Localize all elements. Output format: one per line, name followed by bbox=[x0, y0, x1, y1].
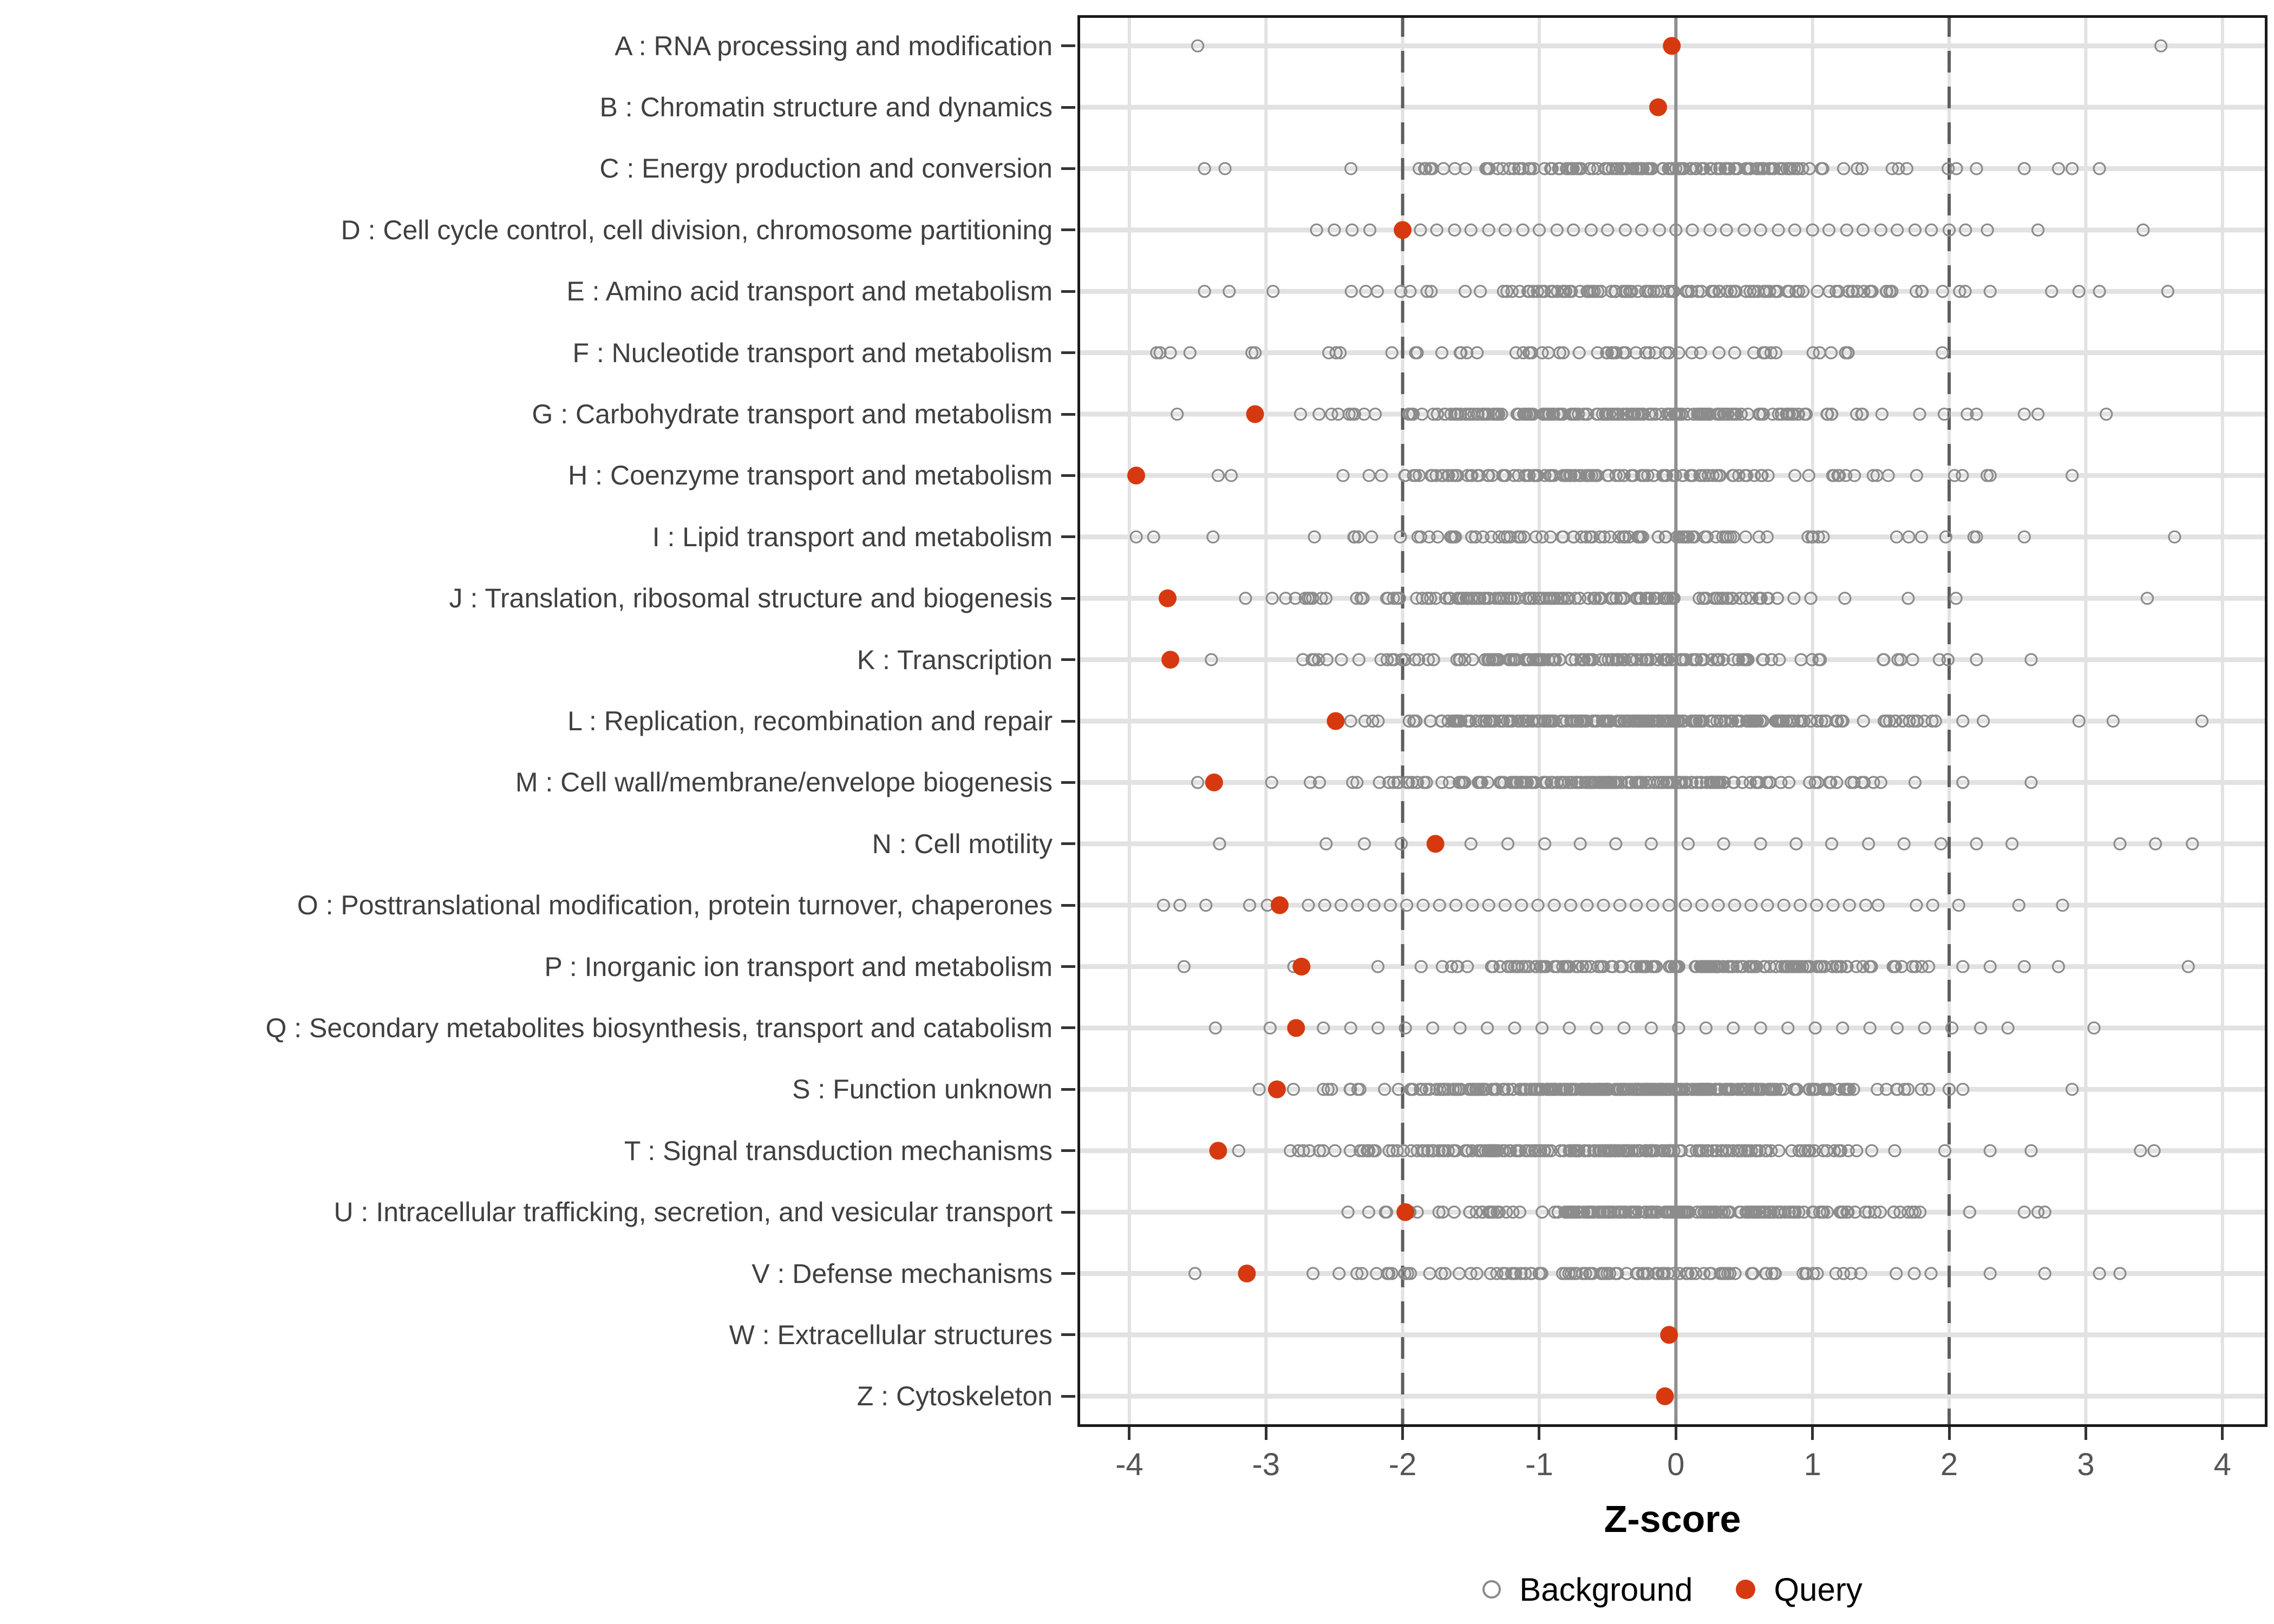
y-axis-label-J: J : Translation, ribosomal structure and biogenesis bbox=[449, 583, 1053, 614]
x-tick-label: 2 bbox=[1940, 1447, 1958, 1482]
query-point bbox=[1663, 37, 1681, 55]
y-tick bbox=[1061, 474, 1075, 477]
y-axis-label-A: A : RNA processing and modification bbox=[615, 30, 1053, 61]
y-tick bbox=[1061, 781, 1075, 784]
y-axis-label-V: V : Defense mechanisms bbox=[752, 1258, 1053, 1289]
x-tick-label: -2 bbox=[1388, 1447, 1417, 1482]
y-axis-label-F: F : Nucleotide transport and metabolism bbox=[572, 337, 1053, 368]
y-axis-label-O: O : Posttranslational modification, protein turnover, chaperones bbox=[297, 890, 1053, 921]
y-axis-label-M: M : Cell wall/membrane/envelope biogenesis bbox=[515, 767, 1053, 798]
x-tick bbox=[1401, 1427, 1404, 1440]
y-tick bbox=[1061, 658, 1075, 661]
y-tick bbox=[1061, 1211, 1075, 1214]
y-tick bbox=[1061, 904, 1075, 907]
query-point bbox=[1238, 1265, 1256, 1282]
y-axis-label-N: N : Cell motility bbox=[872, 828, 1053, 859]
query-point bbox=[1660, 1326, 1678, 1344]
query-point bbox=[1287, 1019, 1305, 1037]
query-point bbox=[1246, 405, 1264, 423]
background-open-circle-icon bbox=[1482, 1580, 1501, 1599]
query-point bbox=[1209, 1142, 1227, 1160]
legend-label-query: Query bbox=[1774, 1571, 1863, 1608]
y-axis-label-E: E : Amino acid transport and metabolism bbox=[566, 276, 1053, 307]
query-point bbox=[1271, 896, 1289, 914]
y-axis-label-D: D : Cell cycle control, cell division, chromosome partitioning bbox=[341, 214, 1053, 245]
y-tick bbox=[1061, 351, 1075, 354]
query-point bbox=[1656, 1387, 1674, 1405]
y-tick bbox=[1061, 720, 1075, 723]
query-point bbox=[1268, 1081, 1286, 1098]
x-tick-label: 0 bbox=[1667, 1447, 1685, 1482]
x-tick bbox=[1128, 1427, 1131, 1440]
y-tick bbox=[1061, 106, 1075, 109]
y-tick bbox=[1061, 228, 1075, 231]
query-point bbox=[1205, 774, 1223, 791]
query-point bbox=[1127, 467, 1145, 484]
y-axis-label-C: C : Energy production and conversion bbox=[599, 153, 1053, 184]
query-filled-circle-icon bbox=[1736, 1580, 1755, 1599]
legend-item-background bbox=[1482, 1571, 1693, 1608]
query-point bbox=[1394, 221, 1412, 239]
y-tick bbox=[1061, 413, 1075, 416]
legend-label-background: Background bbox=[1519, 1571, 1693, 1608]
x-tick bbox=[1948, 1427, 1951, 1440]
y-tick bbox=[1061, 842, 1075, 845]
y-axis-label-K: K : Transcription bbox=[857, 644, 1053, 675]
query-point bbox=[1649, 99, 1667, 116]
y-tick bbox=[1061, 1149, 1075, 1152]
y-axis-label-B: B : Chromatin structure and dynamics bbox=[599, 92, 1053, 123]
query-point bbox=[1159, 590, 1177, 607]
query-point bbox=[1396, 1203, 1414, 1221]
y-tick bbox=[1061, 597, 1075, 600]
y-tick bbox=[1061, 1088, 1075, 1091]
y-tick bbox=[1061, 1395, 1075, 1398]
y-tick bbox=[1061, 1026, 1075, 1029]
y-axis-label-W: W : Extracellular structures bbox=[729, 1319, 1053, 1350]
legend bbox=[1077, 1568, 2268, 1611]
y-tick bbox=[1061, 965, 1075, 968]
plot-panel bbox=[1077, 15, 2268, 1427]
plot-panel-svg bbox=[1077, 15, 2268, 1427]
x-tick-label: 4 bbox=[2213, 1447, 2231, 1482]
y-axis-label-S: S : Function unknown bbox=[792, 1074, 1053, 1105]
x-tick bbox=[1538, 1427, 1540, 1440]
x-tick-label: -1 bbox=[1525, 1447, 1553, 1482]
y-tick bbox=[1061, 1333, 1075, 1336]
y-axis-label-H: H : Coenzyme transport and metabolism bbox=[568, 460, 1053, 491]
x-tick-label: 1 bbox=[1803, 1447, 1821, 1482]
x-tick bbox=[2084, 1427, 2087, 1440]
y-axis-label-I: I : Lipid transport and metabolism bbox=[652, 521, 1053, 552]
y-axis-label-Q: Q : Secondary metabolites biosynthesis, transport and catabolism bbox=[265, 1012, 1053, 1043]
x-tick bbox=[2221, 1427, 2224, 1440]
legend-item-query bbox=[1736, 1571, 1862, 1608]
x-tick bbox=[1265, 1427, 1267, 1440]
x-tick bbox=[1811, 1427, 1814, 1440]
y-tick bbox=[1061, 44, 1075, 47]
x-tick-label: -4 bbox=[1115, 1447, 1143, 1482]
y-axis-label-U: U : Intracellular trafficking, secretion, and vesicular transport bbox=[334, 1197, 1053, 1228]
x-tick-label: -3 bbox=[1252, 1447, 1280, 1482]
y-axis-label-P: P : Inorganic ion transport and metabolism bbox=[544, 951, 1053, 982]
y-tick bbox=[1061, 290, 1075, 293]
y-tick bbox=[1061, 535, 1075, 538]
x-axis-title: Z-score bbox=[1604, 1498, 1741, 1540]
query-point bbox=[1427, 835, 1445, 853]
x-tick-label: 3 bbox=[2077, 1447, 2095, 1482]
y-axis-label-G: G : Carbohydrate transport and metabolism bbox=[532, 399, 1053, 430]
y-axis-label-L: L : Replication, recombination and repair bbox=[567, 705, 1053, 736]
y-axis-label-T: T : Signal transduction mechanisms bbox=[624, 1135, 1053, 1166]
query-point bbox=[1161, 651, 1179, 669]
query-point bbox=[1292, 958, 1310, 975]
x-tick bbox=[1675, 1427, 1677, 1440]
y-tick bbox=[1061, 167, 1075, 170]
query-point bbox=[1327, 712, 1344, 730]
y-axis-label-Z: Z : Cytoskeleton bbox=[857, 1381, 1053, 1412]
y-tick bbox=[1061, 1272, 1075, 1275]
